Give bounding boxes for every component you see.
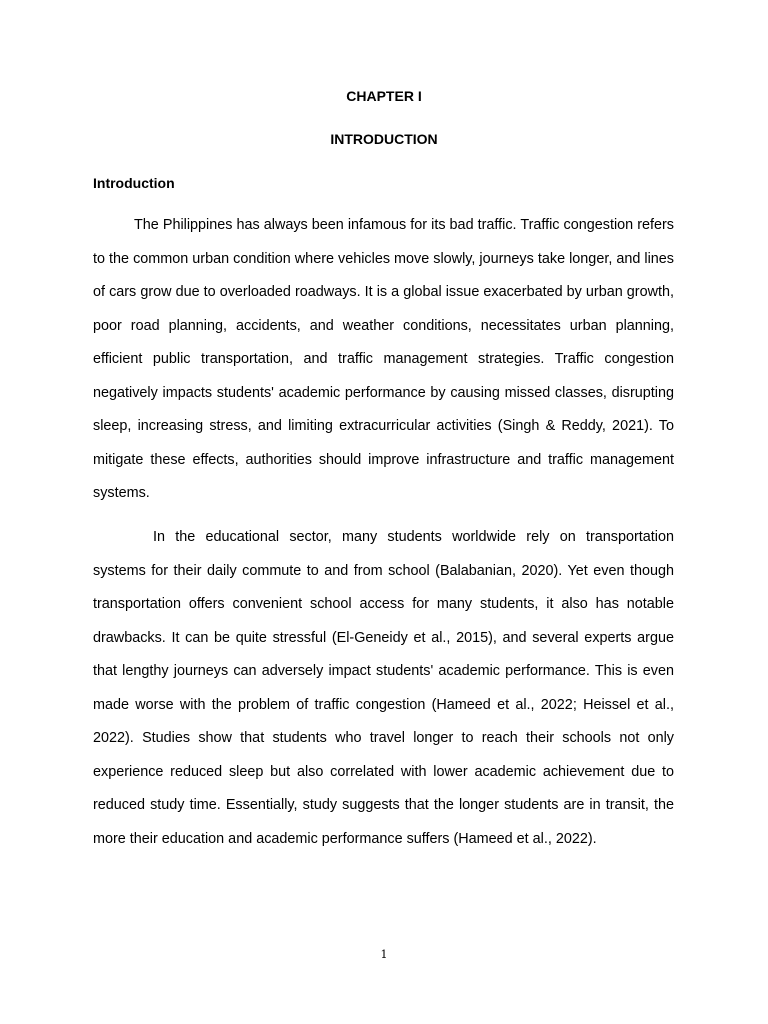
body-paragraph-1: The Philippines has always been infamous for its bad traffic. Traffic congestion refers to the common urban condition where vehicles move slowly, journeys take longer, and lines of cars grow due to overloaded roadways. It is a global issue exacerbated by urban growth, poor road planning, accidents, and weather conditions, necessitates urban planning, efficient public transportation, and traffic management strategies. Traffic congestion negatively impacts students' academic performance by causing missed classes, disrupting sleep, increasing stress, and limiting extracurricular activities (Singh & Reddy, 2021). To mitigate these effects, authorities should improve infrastructure and traffic management systems. [93,217,674,501]
section-heading: Introduction [93,175,175,191]
chapter-title: INTRODUCTION [330,131,438,147]
chapter-label: CHAPTER I [346,88,422,104]
page-number: 1 [380,948,388,961]
body-paragraph-2: In the educational sector, many students worldwide rely on transportation systems for their daily commute to and from school (Balabanian, 2020). Yet even though transportation offers convenient school access for many students, it also has notable drawbacks. It can be quite stressful (El-Geneidy et al., 2015), and several experts argue that lengthy journeys can adversely impact students' academic performance. This is even made worse with the problem of traffic congestion (Hameed et al., 2022; Heissel et al., 2022). Studies show that students who travel longer to reach their schools not only experience reduced sleep but also correlated with lower academic achievement due to reduced study time. Essentially, study suggests that the longer students are in transit, the more their education and academic performance suffers (Hameed et al., 2022). [93,529,674,847]
